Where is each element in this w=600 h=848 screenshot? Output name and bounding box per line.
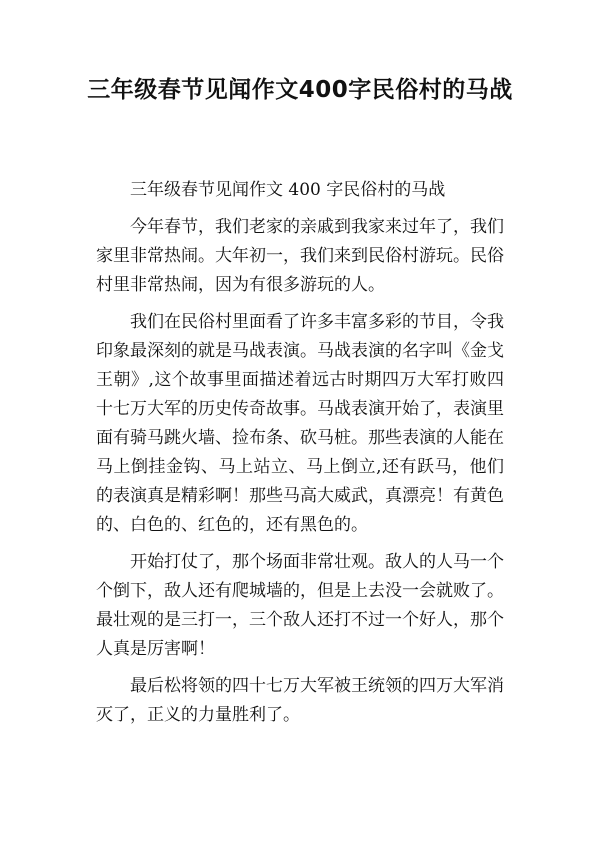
body-paragraph-subtitle: 三年级春节见闻作文 400 字民俗村的马战 bbox=[130, 180, 446, 200]
document-body bbox=[96, 176, 504, 730]
body-paragraph: 开始打仗了，那个场面非常壮观。敌人的人马一个个倒下，敌人还有爬城墙的，但是上去没一会就败了。最壮观的是三打一，三个敌人还打不过一个好人，那个人真是厉害啊！ bbox=[96, 552, 504, 659]
body-paragraph: 我们在民俗村里面看了许多丰富多彩的节目，令我印象最深刻的就是马战表演。马战表演的名字叫《金戈王朝》,这个故事里面描述着远古时期四万大军打败四十七万大军的历史传奇故事。马战表演开始了，表演里面有骑马跳火墙、捡布条、砍马桩。那些表演的人能在马上倒挂金钩、马上站立、马上倒立,还有跃马，他们的表演真是精彩啊！那些马高大威武，真漂亮！有黄色的、白色的、红色的，还有黑色的。 bbox=[96, 312, 504, 535]
document-title: 三年级春节见闻作文400字民俗村的马战 bbox=[87, 77, 513, 103]
body-paragraph: 最后松将领的四十七万大军被王统领的四万大军消灭了，正义的力量胜利了。 bbox=[96, 676, 504, 725]
body-paragraph: 今年春节，我们老家的亲戚到我家来过年了，我们家里非常热闹。大年初一，我们来到民俗村游玩。民俗村里非常热闹，因为有很多游玩的人。 bbox=[96, 217, 504, 295]
